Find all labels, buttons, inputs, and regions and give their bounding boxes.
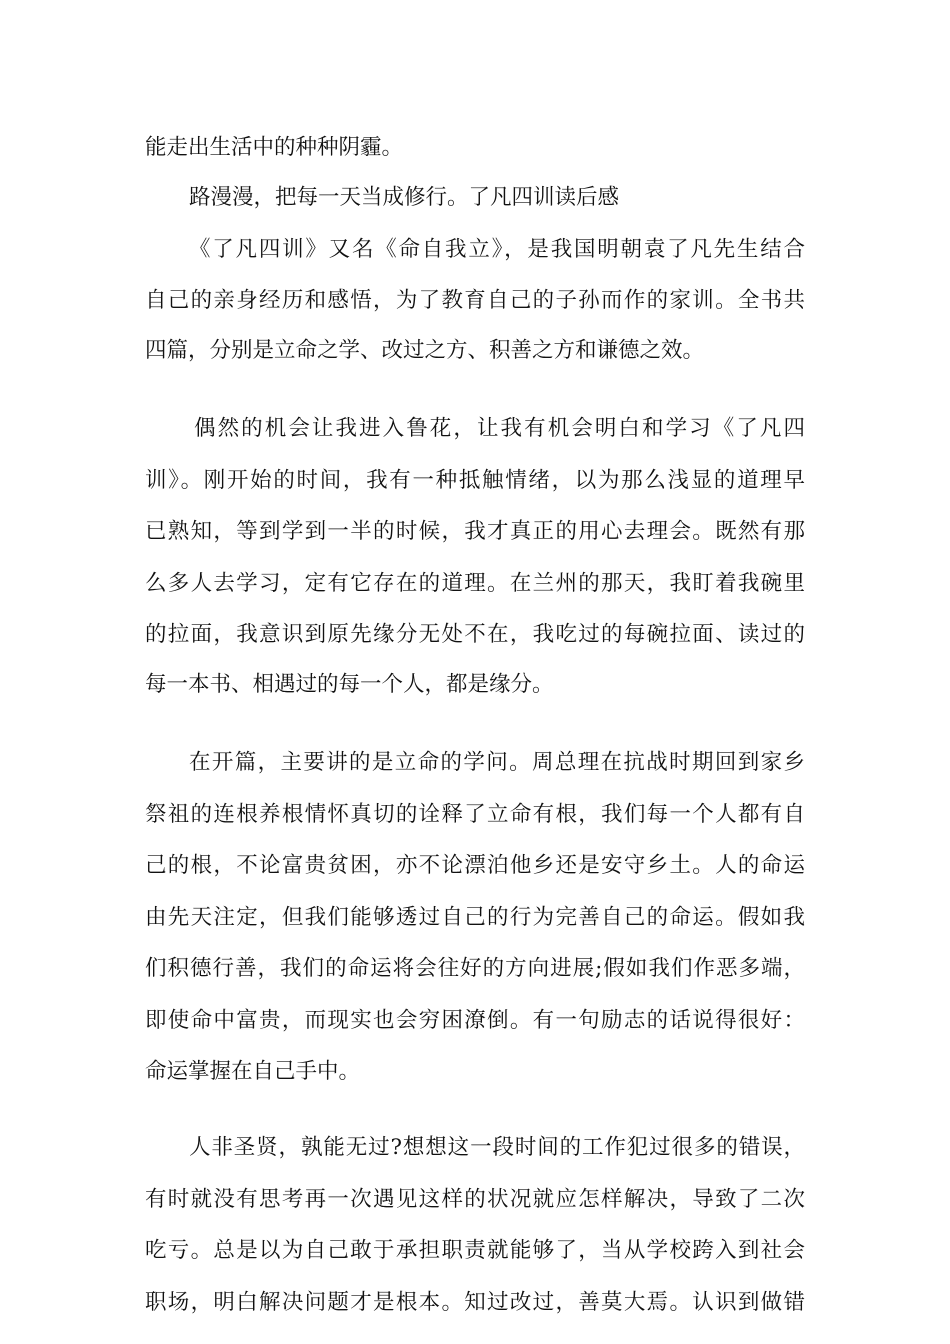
text-line: 己的根，不论富贵贫困，亦不论漂泊他乡还是安守乡土。人的命运 [145,853,805,878]
text-line: 吃亏。总是以为自己敢于承担职责就能够了，当从学校跨入到社会 [145,1238,805,1263]
text-line: 有时就没有思考再一次遇见这样的状况就应怎样解决，导致了二次 [145,1187,805,1212]
text-line: 路漫漫，把每一天当成修行。了凡四训读后感 [189,185,620,210]
text-line: 即使命中富贵，而现实也会穷困潦倒。有一句励志的话说得很好： [145,1008,805,1033]
text-line: 由先天注定，但我们能够透过自己的行为完善自己的命运。假如我 [145,905,805,930]
text-line: 职场，明白解决问题才是根本。知过改过，善莫大焉。认识到做错 [145,1290,805,1315]
text-line: 人非圣贤，孰能无过?想想这一段时间的工作犯过很多的错误， [189,1135,805,1160]
text-line: 训》。刚开始的时间，我有一种抵触情绪，以为那么浅显的道理早 [145,468,805,493]
text-line: 自己的亲身经历和感悟，为了教育自己的子孙而作的家训。全书共 [145,288,805,313]
text-line: 祭祖的连根养根情怀真切的诠释了立命有根，我们每一个人都有自 [145,802,805,827]
text-line: 在开篇，主要讲的是立命的学问。周总理在抗战时期回到家乡 [189,750,805,775]
text-line: 已熟知，等到学到一半的时候，我才真正的用心去理会。既然有那 [145,519,805,544]
text-line: 每一本书、相遇过的每一个人，都是缘分。 [145,672,554,697]
text-line: 命运掌握在自己手中。 [145,1059,361,1084]
text-line: 《了凡四训》又名《命自我立》，是我国明朝袁了凡先生结合 [189,237,805,262]
text-line: 们积德行善，我们的命运将会往好的方向进展;假如我们作恶多端， [145,956,805,981]
text-line: 偶然的机会让我进入鲁花，让我有机会明白和学习《了凡四 [194,416,805,441]
text-line: 的拉面，我意识到原先缘分无处不在，我吃过的每碗拉面、读过的 [145,622,805,647]
text-line: 四篇，分别是立命之学、改过之方、积善之方和谦德之效。 [145,338,705,363]
text-line: 能走出生活中的种种阴霾。 [145,135,404,160]
text-line: 么多人去学习，定有它存在的道理。在兰州的那天，我盯着我碗里 [145,571,805,596]
